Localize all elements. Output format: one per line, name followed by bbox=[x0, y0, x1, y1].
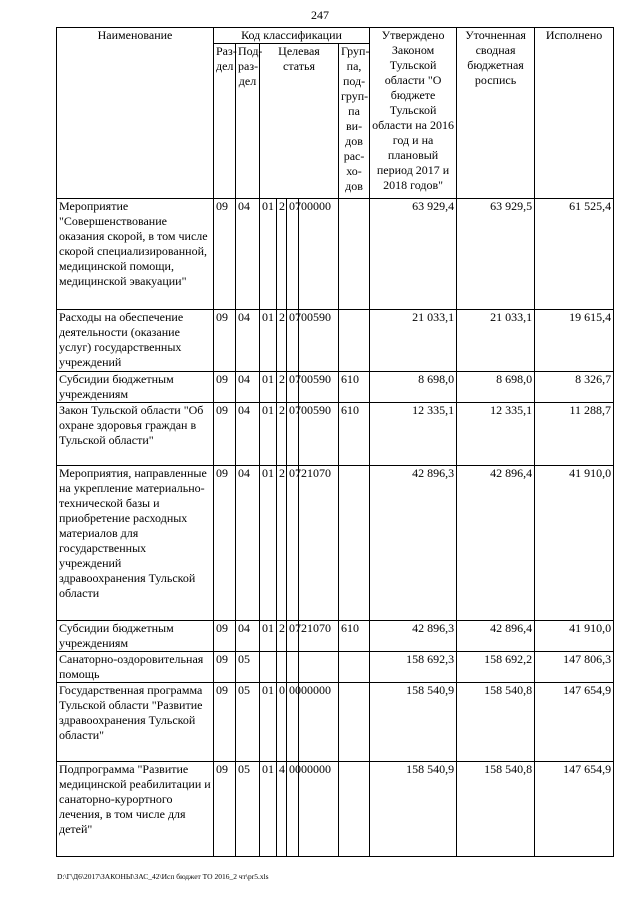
row-name: Закон Тульской области "Об охране здоровья граждан в Тульской области" bbox=[57, 403, 214, 466]
row-razdel: 09 bbox=[214, 372, 236, 403]
row-approved: 158 540,9 bbox=[370, 683, 457, 762]
row-razdel: 09 bbox=[214, 683, 236, 762]
row-revised: 63 929,5 bbox=[457, 199, 535, 310]
row-target-4: 21070 bbox=[299, 621, 339, 652]
row-revised: 42 896,4 bbox=[457, 621, 535, 652]
table-row bbox=[57, 621, 614, 652]
row-revised: 42 896,4 bbox=[457, 466, 535, 621]
row-podrazdel: 04 bbox=[236, 403, 260, 466]
row-name: Субсидии бюджетным учреждениям bbox=[57, 621, 214, 652]
row-group bbox=[339, 466, 370, 621]
row-approved: 12 335,1 bbox=[370, 403, 457, 466]
row-target-1: 01 bbox=[260, 403, 277, 466]
row-target-4: 00590 bbox=[299, 310, 339, 372]
header-code-group: Код классификации bbox=[214, 28, 370, 44]
row-executed: 147 654,9 bbox=[535, 762, 614, 857]
header-approved: Утверждено Законом Тульской области "О бюджете Тульской области на 2016 год и на плановый период 2017 и 2018 годов" bbox=[370, 28, 457, 199]
row-group bbox=[339, 199, 370, 310]
row-target-3: 07 bbox=[287, 621, 299, 652]
header-razdel: Раз-дел bbox=[214, 44, 236, 199]
row-target-4: 00590 bbox=[299, 372, 339, 403]
table-row bbox=[57, 372, 614, 403]
header-target: Целевая статья bbox=[260, 44, 339, 199]
table-row bbox=[57, 310, 614, 372]
row-approved: 63 929,4 bbox=[370, 199, 457, 310]
row-revised: 21 033,1 bbox=[457, 310, 535, 372]
row-group: 610 bbox=[339, 372, 370, 403]
row-revised: 158 692,2 bbox=[457, 652, 535, 683]
file-path-footer: D:\Г\Д6\2017\ЗАКОНЫ\ЗАС_42\Исп бюджет ТО 2016_2 чт\pr5.xls bbox=[57, 872, 269, 881]
row-group bbox=[339, 683, 370, 762]
row-target-2: 2 bbox=[277, 403, 287, 466]
header-name: Наименование bbox=[57, 28, 214, 199]
row-target-1: 01 bbox=[260, 199, 277, 310]
header-revised: Уточненная сводная бюджетная роспись bbox=[457, 28, 535, 199]
row-razdel: 09 bbox=[214, 762, 236, 857]
row-podrazdel: 05 bbox=[236, 683, 260, 762]
row-target-1: 01 bbox=[260, 621, 277, 652]
row-target-2: 4 bbox=[277, 762, 287, 857]
row-approved: 42 896,3 bbox=[370, 621, 457, 652]
row-name: Подпрограмма "Развитие медицинской реабилитации и санаторно-курортного лечения, в том числе для детей" bbox=[57, 762, 214, 857]
row-name: Субсидии бюджетным учреждениям bbox=[57, 372, 214, 403]
row-target-2: 2 bbox=[277, 621, 287, 652]
row-podrazdel: 04 bbox=[236, 310, 260, 372]
row-target-3: 07 bbox=[287, 372, 299, 403]
page-number: 247 bbox=[311, 8, 329, 22]
row-target-1: 01 bbox=[260, 466, 277, 621]
row-executed: 61 525,4 bbox=[535, 199, 614, 310]
row-target-3: 07 bbox=[287, 403, 299, 466]
row-target-3: 07 bbox=[287, 199, 299, 310]
row-target-1: 01 bbox=[260, 762, 277, 857]
header-executed: Исполнено bbox=[535, 28, 614, 199]
row-executed: 147 806,3 bbox=[535, 652, 614, 683]
row-executed: 41 910,0 bbox=[535, 466, 614, 621]
row-target-4: 00590 bbox=[299, 403, 339, 466]
table-row bbox=[57, 652, 614, 683]
row-razdel: 09 bbox=[214, 621, 236, 652]
row-group: 610 bbox=[339, 621, 370, 652]
row-podrazdel: 04 bbox=[236, 466, 260, 621]
row-target-1 bbox=[260, 652, 277, 683]
row-group bbox=[339, 310, 370, 372]
row-target-2 bbox=[277, 652, 287, 683]
row-name: Государственная программа Тульской области "Развитие здравоохранения Тульской области" bbox=[57, 683, 214, 762]
row-revised: 12 335,1 bbox=[457, 403, 535, 466]
row-razdel: 09 bbox=[214, 310, 236, 372]
row-razdel: 09 bbox=[214, 403, 236, 466]
row-target-3: 00 bbox=[287, 683, 299, 762]
row-target-2: 0 bbox=[277, 683, 287, 762]
budget-table bbox=[56, 27, 614, 857]
row-revised: 158 540,8 bbox=[457, 762, 535, 857]
row-target-1: 01 bbox=[260, 372, 277, 403]
row-target-2: 2 bbox=[277, 199, 287, 310]
row-executed: 8 326,7 bbox=[535, 372, 614, 403]
row-executed: 19 615,4 bbox=[535, 310, 614, 372]
row-razdel: 09 bbox=[214, 466, 236, 621]
header-group: Груп-па, под-груп-па ви-дов рас-хо-дов bbox=[339, 44, 370, 199]
row-podrazdel: 05 bbox=[236, 762, 260, 857]
row-revised: 8 698,0 bbox=[457, 372, 535, 403]
row-target-1: 01 bbox=[260, 310, 277, 372]
header-podrazdel: Под-раз-дел bbox=[236, 44, 260, 199]
row-executed: 11 288,7 bbox=[535, 403, 614, 466]
row-target-3 bbox=[287, 652, 299, 683]
row-target-4: 21070 bbox=[299, 466, 339, 621]
row-revised: 158 540,8 bbox=[457, 683, 535, 762]
row-name: Расходы на обеспечение деятельности (оказание услуг) государственных учреждений bbox=[57, 310, 214, 372]
row-name: Санаторно-оздоровительная помощь bbox=[57, 652, 214, 683]
row-executed: 41 910,0 bbox=[535, 621, 614, 652]
row-target-4: 00000 bbox=[299, 683, 339, 762]
row-razdel: 09 bbox=[214, 199, 236, 310]
table-row bbox=[57, 762, 614, 857]
row-razdel: 09 bbox=[214, 652, 236, 683]
row-executed: 147 654,9 bbox=[535, 683, 614, 762]
row-target-4: 00000 bbox=[299, 199, 339, 310]
row-target-3: 07 bbox=[287, 310, 299, 372]
row-target-3: 00 bbox=[287, 762, 299, 857]
table-row bbox=[57, 466, 614, 621]
row-approved: 158 540,9 bbox=[370, 762, 457, 857]
row-approved: 158 692,3 bbox=[370, 652, 457, 683]
row-target-2: 2 bbox=[277, 466, 287, 621]
row-podrazdel: 04 bbox=[236, 199, 260, 310]
row-podrazdel: 04 bbox=[236, 372, 260, 403]
row-approved: 42 896,3 bbox=[370, 466, 457, 621]
row-target-2: 2 bbox=[277, 310, 287, 372]
row-name: Мероприятие "Совершенствование оказания скорой, в том числе скорой специализированной, медицинской помощи, медицинской эвакуации" bbox=[57, 199, 214, 310]
row-podrazdel: 04 bbox=[236, 621, 260, 652]
row-approved: 21 033,1 bbox=[370, 310, 457, 372]
row-target-3: 07 bbox=[287, 466, 299, 621]
row-target-4: 00000 bbox=[299, 762, 339, 857]
table-row bbox=[57, 403, 614, 466]
row-target-2: 2 bbox=[277, 372, 287, 403]
row-target-4 bbox=[299, 652, 339, 683]
table-row bbox=[57, 683, 614, 762]
row-group bbox=[339, 762, 370, 857]
row-group: 610 bbox=[339, 403, 370, 466]
row-group bbox=[339, 652, 370, 683]
row-podrazdel: 05 bbox=[236, 652, 260, 683]
table-row bbox=[57, 199, 614, 310]
row-name: Мероприятия, направленные на укрепление материально-технической базы и приобретение расходных материалов для государственных учреждений здравоохранения Тульской области bbox=[57, 466, 214, 621]
row-target-1: 01 bbox=[260, 683, 277, 762]
row-approved: 8 698,0 bbox=[370, 372, 457, 403]
